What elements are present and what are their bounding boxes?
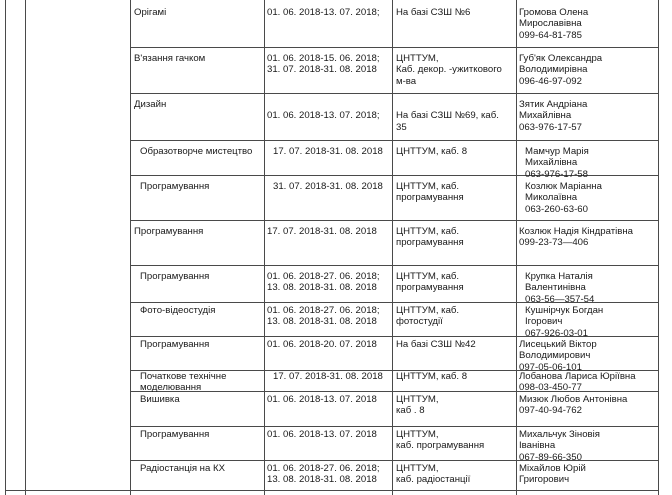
dates-cell: 01. 06. 2018-27. 06. 2018; 13. 08. 2018-31. 08. 2018 — [267, 305, 380, 328]
direction-cell: Вишивка — [140, 394, 180, 405]
table-row — [130, 143, 658, 180]
leader-cell: Михальчук Зіновія Іванівна 067-89-66-350 — [519, 429, 600, 463]
dates-cell: 01. 06. 2018-13. 07. 2018 — [267, 394, 377, 405]
leader-cell: Козлюк Маріанна Миколаївна 063-260-63-60 — [525, 181, 602, 215]
place-cell: ЦНТТУМ, Каб. декор. -ужиткового м-ва — [396, 53, 502, 87]
row-divider — [130, 220, 658, 221]
table-row — [130, 223, 658, 265]
direction-cell: Радіостанція на КХ — [140, 463, 225, 474]
leader-cell: Губ'як Олександра Володимирівна 096-46-97-092 — [519, 53, 603, 87]
leader-cell: Лисецький Віктор Володимирович 097-05-06-101 — [519, 339, 597, 373]
leader-cell: Громова Олена Мирославівна 099-64-81-785 — [519, 7, 589, 41]
row-divider — [130, 93, 658, 94]
leader-cell: Крупка Наталія Валентинівна 063-56—357-54 — [525, 271, 595, 305]
table-row — [130, 426, 658, 463]
table-border-gap — [25, 0, 26, 495]
direction-cell: Початкове технічне моделювання — [140, 371, 227, 394]
table-border-bottom — [5, 490, 658, 491]
table-row — [130, 391, 658, 426]
table-row — [130, 96, 658, 140]
direction-cell: Програмування — [140, 339, 210, 350]
direction-cell: Програмування — [140, 429, 210, 440]
dates-cell: 17. 07. 2018-31. 08. 2018 — [267, 226, 377, 237]
direction-cell: В'язання гачком — [134, 53, 206, 64]
row-divider — [130, 265, 658, 266]
leader-cell: Зятик Андріана Михайлівна 063-976-17-57 — [519, 99, 588, 133]
direction-cell: Програмування — [140, 181, 210, 192]
table-row — [130, 4, 658, 47]
place-cell: ЦНТТУМ, каб. програмування — [396, 271, 464, 294]
dates-cell: 17. 07. 2018-31. 08. 2018 — [273, 371, 383, 382]
place-cell: ЦНТТУМ, каб. програмування — [396, 429, 485, 452]
table-row — [130, 460, 658, 490]
dates-cell: 31. 07. 2018-31. 08. 2018 — [273, 181, 383, 192]
direction-cell: Програмування — [134, 226, 204, 237]
dates-cell: 01. 06. 2018-15. 06. 2018; 31. 07. 2018-31. 08. 2018 — [267, 53, 380, 76]
direction-cell: Фото-відеостудія — [140, 305, 216, 316]
direction-cell: Орігамі — [134, 7, 167, 18]
table-row — [130, 50, 658, 93]
table-row — [130, 370, 658, 394]
place-cell: ЦНТТУМ, каб. 8 — [396, 371, 468, 382]
dates-cell: 01. 06. 2018-20. 07. 2018 — [267, 339, 377, 350]
place-cell: На базі СЗШ №6 — [396, 7, 471, 18]
table-row — [130, 336, 658, 373]
leader-cell: Козлюк Надія Кіндратівна 099-23-73—406 — [519, 226, 633, 249]
place-cell: ЦНТТУМ, каб. програмування — [396, 181, 464, 204]
place-cell: ЦНТТУМ, каб. радіостанції — [396, 463, 471, 486]
dates-cell: 01. 06. 2018-27. 06. 2018; 13. 08. 2018-31. 08. 2018 — [267, 271, 380, 294]
place-cell: ЦНТТУМ, каб. фотостудії — [396, 305, 460, 328]
direction-cell: Дизайн — [134, 99, 167, 110]
leader-cell: Лобанова Лариса Юріївна 098-03-450-77 — [519, 371, 636, 394]
direction-cell: Програмування — [140, 271, 210, 282]
row-divider — [130, 47, 658, 48]
place-cell: На базі СЗШ №42 — [396, 339, 476, 350]
place-cell: ЦНТТУМ, каб. програмування — [396, 226, 464, 249]
dates-cell: 01. 06. 2018-13. 07. 2018 — [267, 429, 377, 440]
table-row — [130, 178, 658, 220]
table-border-right — [658, 0, 659, 495]
table-row — [130, 268, 658, 305]
leader-cell: Кушнірчук Богдан Ігорович 067-926-03-01 — [525, 305, 604, 339]
dates-cell: 17. 07. 2018-31. 08. 2018 — [273, 146, 383, 157]
leader-cell: Мизюк Любов Антонівна 097-40-94-762 — [519, 394, 628, 417]
place-cell: ЦНТТУМ, каб . 8 — [396, 394, 439, 417]
place-cell: ЦНТТУМ, каб. 8 — [396, 146, 468, 157]
dates-cell: 01. 06. 2018-13. 07. 2018; — [267, 7, 380, 18]
table-border-left — [5, 0, 6, 495]
dates-cell: 01. 06. 2018-13. 07. 2018; — [267, 110, 380, 122]
place-cell: На базі СЗШ №69, каб. 35 — [396, 110, 499, 133]
table-row — [130, 302, 658, 339]
dates-cell: 01. 06. 2018-27. 06. 2018; 13. 08. 2018-31. 08. 2018 — [267, 463, 380, 486]
leader-cell: Мамчур Марія Михайлівна 063-976-17-58 — [525, 146, 589, 180]
direction-cell: Образотворче мистецтво — [140, 146, 253, 157]
leader-cell: Міхайлов Юрій Григорович — [519, 463, 586, 486]
row-divider — [130, 140, 658, 141]
